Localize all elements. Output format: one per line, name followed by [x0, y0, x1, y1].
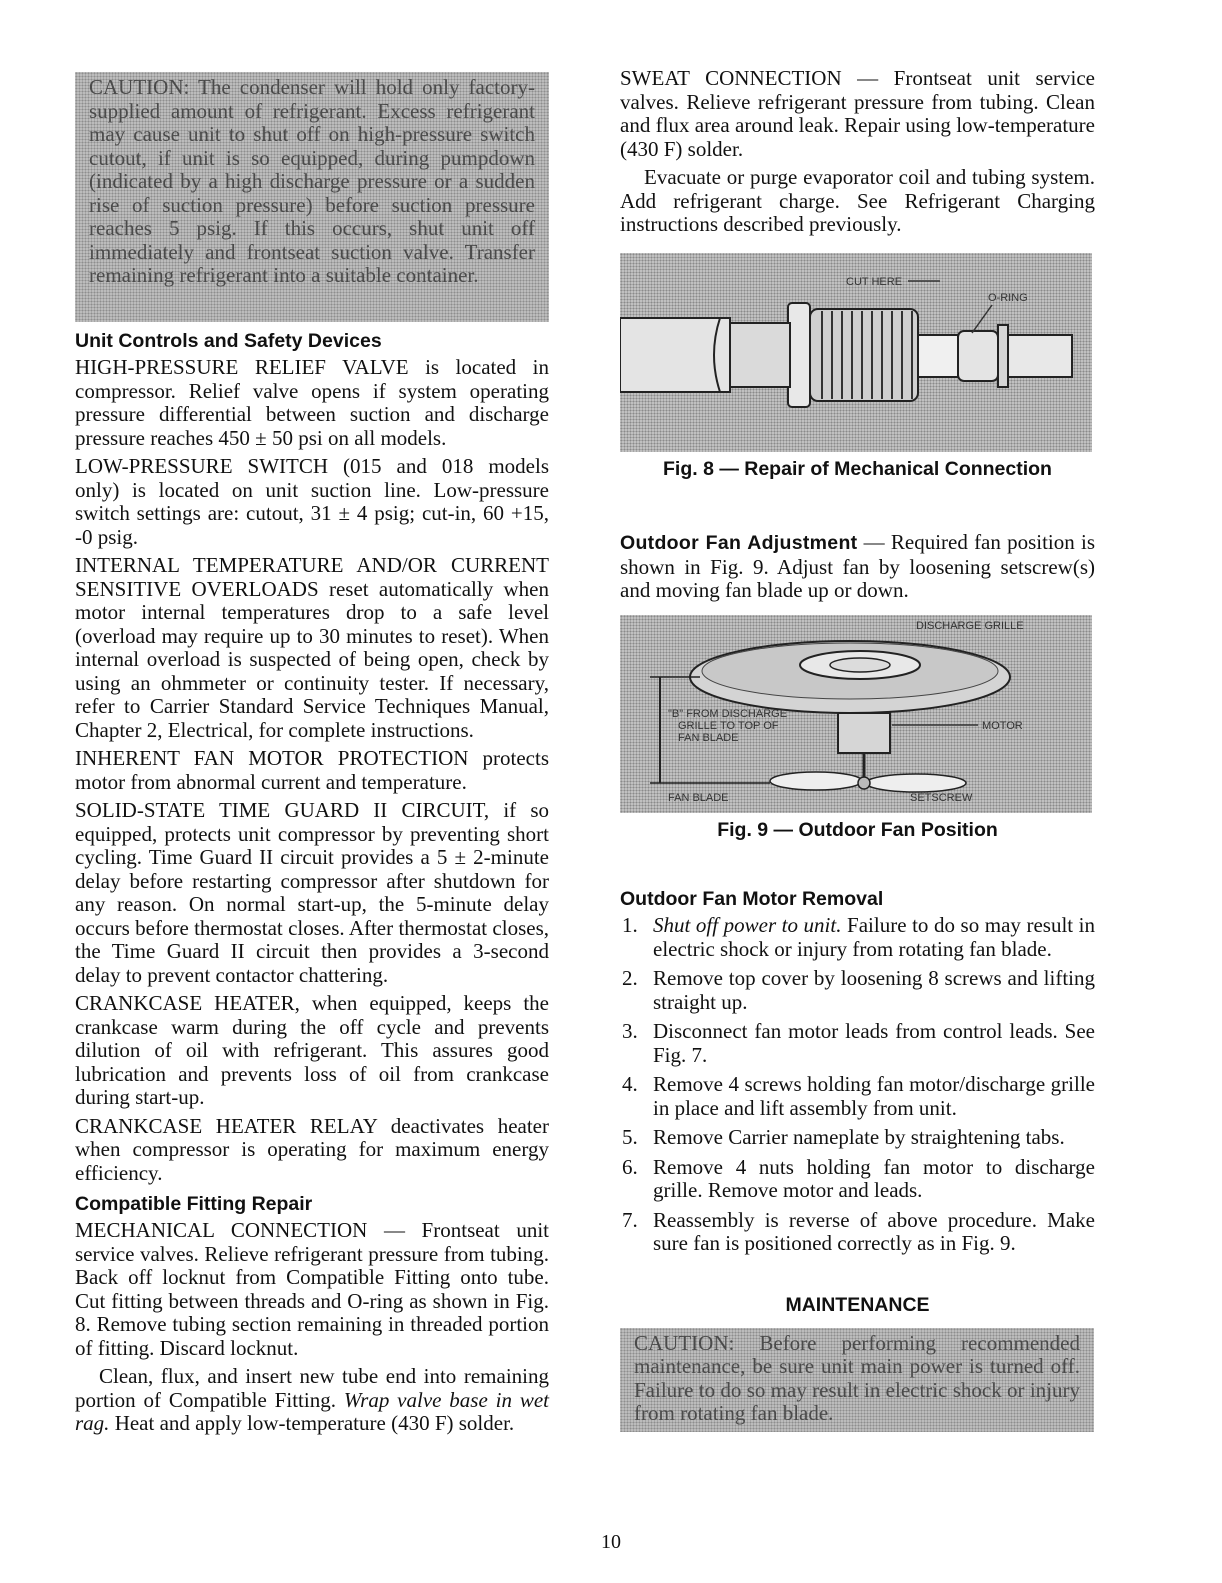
- para-sweat-connection: SWEAT CONNECTION — Frontseat unit service valves. Relieve refrigerant pressure from tubing. Clean and flux area around leak. Repair using low-temperature (430 F) solder.: [620, 66, 1095, 161]
- para-crankcase-relay: CRANKCASE HEATER RELAY deactivates heater when compressor is operating for maximum energy efficiency.: [75, 1113, 549, 1185]
- heading-maintenance: MAINTENANCE: [785, 1293, 930, 1316]
- para-mechanical-connection: MECHANICAL CONNECTION — Frontseat unit service valves. Relieve refrigerant pressure from tubing. Back off locknut from Compatible Fitting onto tube. Cut fitting between threads and O-ring as shown in Fig. 8. Remove tubing section remaining in threaded portion of fitting. Discard locknut.: [75, 1218, 549, 1360]
- fig9-label-dim-c: FAN BLADE: [678, 731, 739, 744]
- heading-compatible-fitting: Compatible Fitting Repair: [75, 1193, 313, 1215]
- para-internal-overloads: INTERNAL TEMPERATURE AND/OR CURRENT SENSITIVE OVERLOADS reset automatically when motor internal temperatures drop to a safe level (overload may require up to 30 minutes to reset). When internal overload is suspected of being open, check by using an ohmmeter or continuity tester. If necessary, refer to Carrier Standard Service Techniques Manual, Chapter 2, Electrical, for complete instructions.: [75, 553, 549, 742]
- para-high-pressure-relief: HIGH-PRESSURE RELIEF VALVE is located in compressor. Relief valve opens if system operating pressure differential between suction and discharge pressure reaches 450 ± 50 psi on all models.: [75, 355, 549, 450]
- list-item: 5. Remove Carrier nameplate by straightening tabs.: [622, 1125, 1065, 1149]
- list-item: 6. Remove 4 nuts holding fan motor to discharge grille. Remove motor and leads.: [622, 1154, 1095, 1202]
- right-column: [620, 67, 1095, 1432]
- caution-box-maintenance: CAUTION: Before performing recommended maintenance, be sure unit main power is turned off. Failure to do so may result in electric shock or injury from rotating fan blade.: [620, 1328, 1094, 1432]
- fig9-label-dim-a: "B" FROM DISCHARGE: [668, 707, 788, 720]
- list-item: 2. Remove top cover by loosening 8 screws and lifting straight up.: [622, 966, 1095, 1014]
- para-crankcase-heater: CRANKCASE HEATER, when equipped, keeps the crankcase warm during the off cycle and prevents dilution of oil with refrigerant. This assures good lubrication and prevents loss of oil from crankcase during start-up.: [75, 991, 549, 1109]
- fig9-label-grille: DISCHARGE GRILLE: [916, 619, 1024, 632]
- fig8-label-oring: O-RING: [988, 291, 1028, 304]
- fig8-label-cut: CUT HERE: [846, 275, 903, 288]
- fan-adjustment-heading: Outdoor Fan Adjustment: [620, 532, 858, 554]
- fig8-drawing: [620, 253, 1092, 452]
- list-item: 4. Remove 4 screws holding fan motor/discharge grille in place and lift assembly from unit.: [622, 1072, 1095, 1120]
- fig9-caption: Fig. 9 — Outdoor Fan Position: [717, 818, 998, 841]
- heading-unit-controls: Unit Controls and Safety Devices: [75, 330, 382, 352]
- para-evacuate: Evacuate or purge evaporator coil and tubing system. Add refrigerant charge. See Refrigerant Charging instructions described previously.: [620, 165, 1095, 236]
- list-item: 3. Disconnect fan motor leads from control leads. See Fig. 7.: [622, 1019, 1095, 1067]
- para-low-pressure-switch: LOW-PRESSURE SWITCH (015 and 018 models only) is located on unit suction line. Low-pressure switch settings are: cutout, 31 ± 4 psig; cut-in, 60 +15, -0 psig.: [75, 454, 549, 549]
- removal-steps-list: [620, 914, 1095, 1256]
- para-time-guard: SOLID-STATE TIME GUARD II CIRCUIT, if so equipped, protects unit compressor by preventing short cycling. Time Guard II circuit provides a 5 ± 2-minute delay before restarting compressor after shutdown for any reason. On normal start-up, the 5-minute delay occurs before thermostat closes. After thermostat closes, the Time Guard II circuit then provides a 3-second delay to prevent contactor chattering.: [75, 798, 549, 987]
- left-column: [75, 72, 549, 1441]
- heading-fan-motor-removal: Outdoor Fan Motor Removal: [620, 888, 884, 910]
- figure-8: [620, 253, 1092, 452]
- para-fan-motor-protection: INHERENT FAN MOTOR PROTECTION protects motor from abnormal current and temperature.: [75, 746, 549, 794]
- list-item: 1. Shut off power to unit. Failure to do so may result in electric shock or injury from rotating fan blade.: [622, 913, 1095, 961]
- list-item: 7. Reassembly is reverse of above procedure. Make sure fan is positioned correctly as in Fig. 9.: [622, 1207, 1095, 1255]
- fig9-label-setscrew: SETSCREW: [910, 791, 973, 804]
- fig9-label-blade: FAN BLADE: [668, 791, 729, 804]
- fig9-label-dim-b: GRILLE TO TOP OF: [678, 719, 779, 732]
- para-fan-adjustment: Outdoor Fan Adjustment — Required fan position is shown in Fig. 9. Adjust fan by loosening setscrew(s) and moving fan blade up or down.: [620, 530, 1095, 602]
- figure-9: [620, 615, 1092, 813]
- caution-box-condenser: CAUTION: The condenser will hold only factory-supplied amount of refrigerant. Excess refrigerant may cause unit to shut off on high-pressure switch cutout, if unit is so equipped, during pumpdown (indicated by a high discharge pressure or a sudden rise of suction pressure) before suction pressure reaches 5 psig. If this occurs, shut unit off immediately and frontseat suction valve. Transfer remaining refrigerant into a suitable container.: [75, 72, 549, 322]
- para-clean-flux: Clean, flux, and insert new tube end into remaining portion of Compatible Fitting. Wrap valve base in wet rag. Heat and apply low-temperature (430 F) solder.: [75, 1364, 549, 1435]
- fig9-drawing: [620, 615, 1092, 813]
- fig8-caption: Fig. 8 — Repair of Mechanical Connection: [663, 457, 1052, 480]
- page-number: 10: [601, 1531, 621, 1553]
- fig9-label-motor: MOTOR: [982, 719, 1023, 732]
